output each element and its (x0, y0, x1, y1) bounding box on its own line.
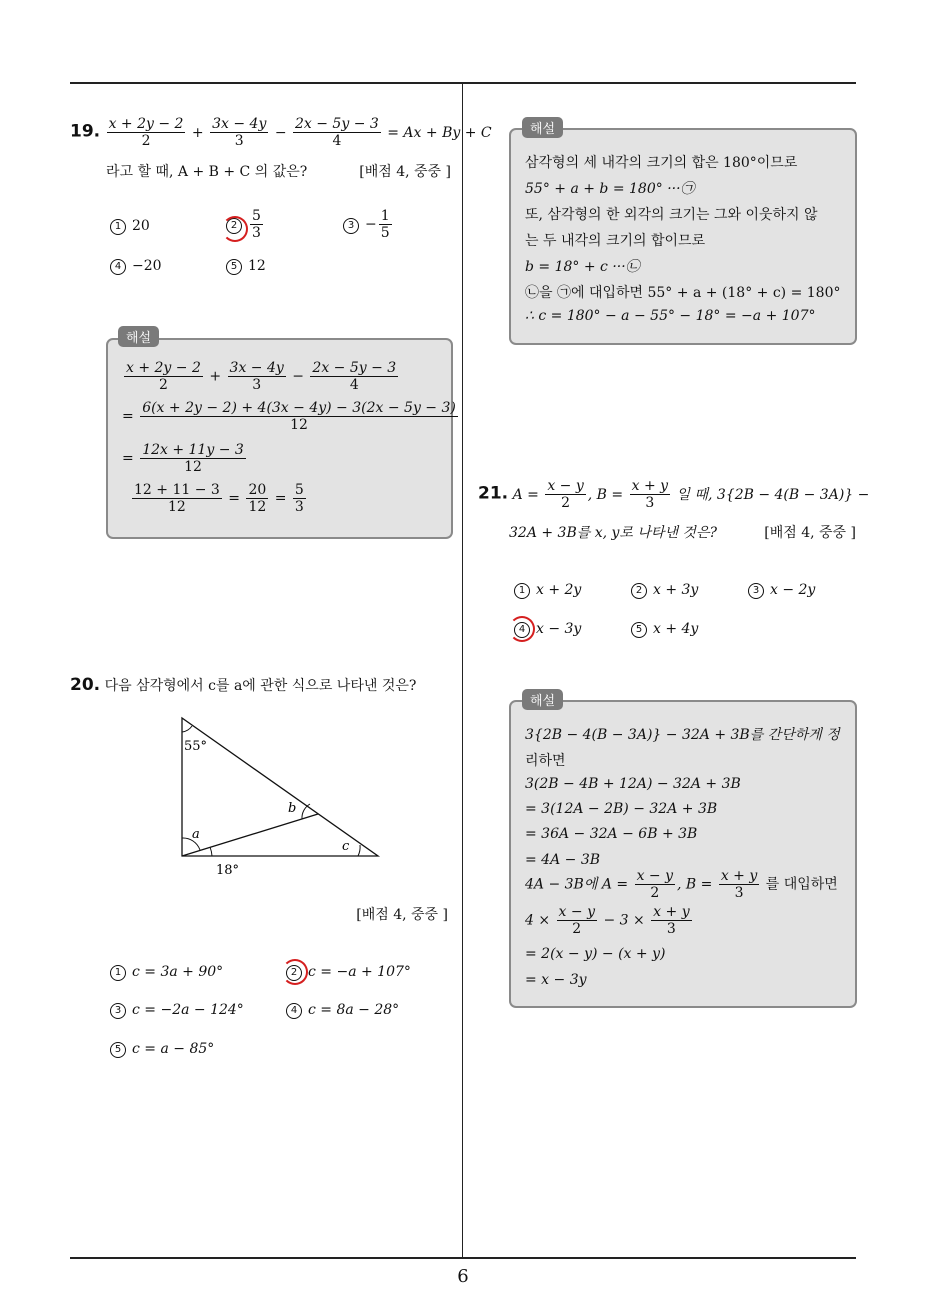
q20-option-3[interactable]: 3 c = −2a − 124° (110, 1002, 244, 1019)
q20-option-5[interactable]: 5 c = a − 85° (110, 1041, 214, 1058)
q19-points: [배점 4, 중중 ] (359, 164, 451, 180)
q21-option-1[interactable]: 1 x + 2y (514, 582, 581, 599)
q21-sol-line-9: = 2(x − y) − (x + y) (525, 946, 666, 962)
q19-question-text: 라고 할 때, A + B + C 의 값은? (106, 164, 308, 180)
q21-solution-tag: 해설 (522, 689, 563, 710)
q21-solution-box (509, 700, 857, 1008)
q20-answer-mark (282, 959, 308, 985)
q20-angle-bottom-label: 18° (216, 863, 240, 878)
q20-sol-line-7: ∴ c = 180° − a − 55° − 18° = −a + 107° (525, 308, 816, 324)
q19-solution-box (106, 338, 456, 539)
q19-sol-line-1: $\frac{x + 2y - 2}{2}$ + $\frac{3x - 4y}{3}$ − $\frac{2x - 5y - 3}{4}$ (126, 360, 397, 394)
q19-option-2[interactable]: 2 $\frac{5}{3}$ (226, 208, 265, 241)
q19-sol-line-3: = $\frac{12x + 11y - 3}{12}$ (122, 442, 244, 476)
q21-option-3[interactable]: 3 x − 2y (748, 582, 815, 599)
q21-answer-mark (509, 616, 535, 642)
q19-solution-tag: 해설 (118, 326, 159, 347)
q21-sol-line-1: 3{2B − 4(B − 3A)} − 32A + 3B를 간단하게 정 (525, 727, 840, 743)
q20-angle-top-label: 55° (184, 739, 208, 754)
q21-option-5[interactable]: 5 x + 4y (631, 621, 698, 638)
q21-sol-line-2: 리하면 (525, 753, 566, 769)
q20-solution-tag: 해설 (522, 117, 563, 138)
q20-label-c: c (342, 839, 350, 854)
q19-number: 19. (70, 121, 101, 142)
q20-triangle-figure (170, 708, 390, 888)
q19-expression: 19. $\frac{x + 2y - 2}{2}$ + $\frac{3x - 4y}{3}$ − $\frac{2x - 5y - 3}{4}$ = Ax + By + C (70, 116, 492, 150)
q21-sol-line-4: = 3(12A − 2B) − 32A + 3B (525, 801, 718, 817)
top-rule (70, 82, 856, 84)
q19-option-5[interactable]: 5 12 (226, 258, 266, 275)
q21-sol-line-8: 4 × $\frac{x - y}{2}$ − 3 × $\frac{x + y}{3}$ (525, 904, 690, 938)
q20-sol-line-3: 또, 삼각형의 한 외각의 크기는 그와 이웃하지 않 (525, 207, 818, 223)
q20-points: [배점 4, 중중 ] (356, 907, 448, 923)
page-number: 6 (457, 1266, 469, 1287)
q19-answer-mark (222, 216, 248, 242)
q20-label-b: b (288, 801, 297, 816)
q21-sol-line-7: 4A − 3B에 A = $\frac{x - y}{2}$ , B = $\frac{x + y}{3}$ 를 대입하면 (525, 868, 838, 902)
q20-sol-line-4: 는 두 내각의 크기의 합이므로 (525, 233, 706, 249)
q21-sol-line-10: = x − 3y (525, 972, 587, 988)
q21-option-4[interactable]: 4 x − 3y (514, 621, 581, 638)
q19-sol-line-2: = $\frac{6(x + 2y - 2) + 4(3x - 4y) - 3(2x - 5y - 3)}{12}$ (122, 400, 456, 434)
q20-option-2[interactable]: 2 c = −a + 107° (286, 964, 411, 981)
q20-sol-line-5: b = 18° + c ···㉡ (525, 259, 640, 275)
q19-option-3[interactable]: 3 − $\frac{1}{5}$ (343, 208, 394, 241)
q20-label-a: a (192, 827, 200, 842)
q21-points: [배점 4, 중중 ] (764, 525, 856, 541)
q21-option-2[interactable]: 2 x + 3y (631, 582, 698, 599)
q20-sol-line-6: ㉡을 ㉠에 대입하면 55° + a + (18° + c) = 180° (525, 285, 841, 301)
question-20 (70, 675, 416, 695)
q20-solution-box (509, 128, 857, 345)
q21-sol-line-3: 3(2B − 4B + 12A) − 32A + 3B (525, 776, 741, 792)
q21-sol-line-5: = 36A − 32A − 6B + 3B (525, 826, 698, 842)
q20-sol-line-2: 55° + a + b = 180° ···㉠ (525, 181, 695, 197)
q20-sol-line-1: 삼각형의 세 내각의 크기의 합은 180°이므로 (525, 155, 798, 171)
q21-sol-line-6: = 4A − 3B (525, 852, 601, 868)
bottom-rule (70, 1257, 856, 1259)
q19-option-1[interactable]: 1 20 (110, 218, 150, 235)
q20-question-text: 다음 삼각형에서 c를 a에 관한 식으로 나타낸 것은? (104, 678, 417, 694)
q20-option-1[interactable]: 1 c = 3a + 90° (110, 964, 223, 981)
q20-number: 20. (70, 675, 101, 695)
q20-option-4[interactable]: 4 c = 8a − 28° (286, 1002, 399, 1019)
question-21-line-1: 21. A = $\frac{x - y}{2}$ , B = $\frac{x + y}{3}$ 일 때, 3{2B − 4(B − 3A)} − (478, 478, 870, 512)
q19-option-4[interactable]: 4 −20 (110, 258, 162, 275)
column-divider (462, 84, 463, 1258)
q19-sol-line-4: $\frac{12 + 11 - 3}{12}$ = $\frac{20}{12}$ = $\frac{5}{3}$ (134, 482, 304, 516)
q21-number: 21. (478, 483, 509, 504)
q21-question-text: 32A + 3B를 x, y로 나타낸 것은? (509, 525, 717, 541)
